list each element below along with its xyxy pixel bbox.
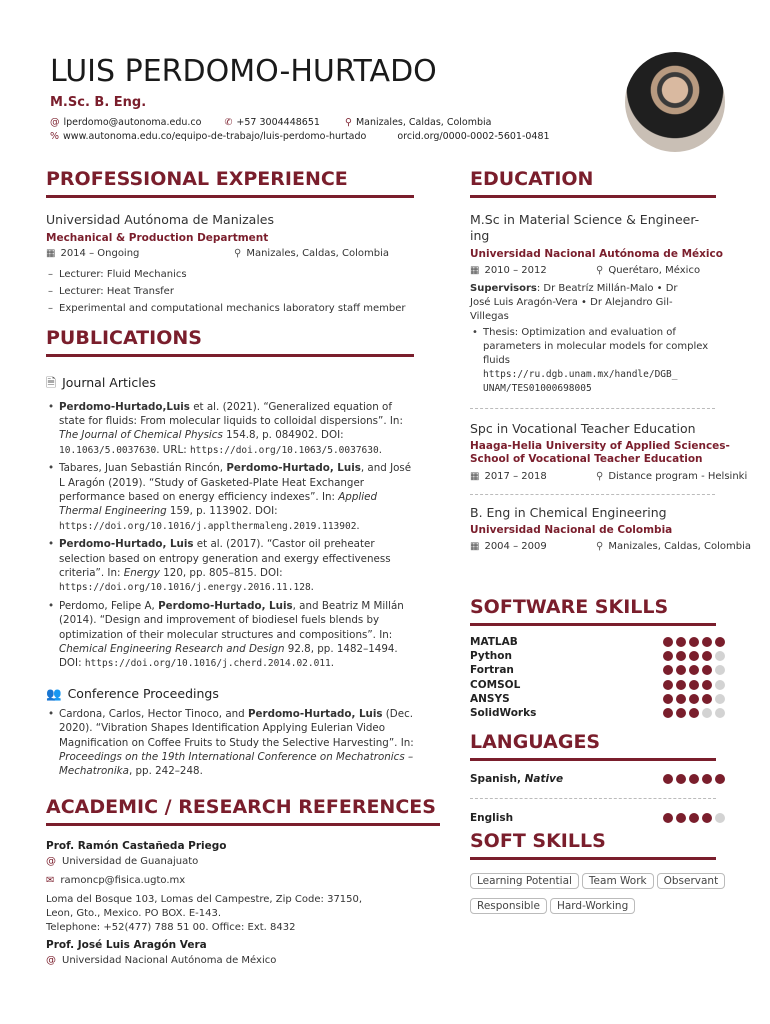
map-pin-icon: ⚲ bbox=[344, 117, 352, 128]
skill-tag: Observant bbox=[657, 873, 726, 889]
level-dot-empty bbox=[715, 708, 725, 718]
conference-heading: 👥 Conference Proceedings bbox=[46, 685, 219, 701]
at-icon: @ bbox=[46, 954, 56, 966]
skill-row bbox=[470, 706, 725, 720]
phone-icon: ✆ bbox=[224, 117, 233, 128]
publications-title: PUBLICATIONS bbox=[46, 327, 202, 349]
section-rule bbox=[46, 823, 440, 826]
section-rule bbox=[46, 354, 414, 357]
skill-name: SolidWorks bbox=[470, 707, 537, 720]
email-link[interactable]: lperdomo@autonoma.edu.co bbox=[63, 117, 202, 128]
skill-name: Python bbox=[470, 649, 512, 662]
level-dot-filled bbox=[702, 813, 712, 823]
at-icon: @ bbox=[46, 855, 56, 867]
section-rule bbox=[470, 758, 716, 761]
reference-name: Prof. José Luis Aragón Vera bbox=[46, 938, 207, 951]
section-rule bbox=[470, 623, 716, 626]
experience-section bbox=[46, 168, 414, 317]
level-dot-filled bbox=[676, 680, 686, 690]
calendar-icon: ▦ bbox=[470, 470, 480, 482]
level-dot-filled bbox=[663, 813, 673, 823]
calendar-icon: ▦ bbox=[46, 247, 56, 259]
profile-photo bbox=[625, 52, 725, 152]
experience-dept: Mechanical & Production Department bbox=[46, 231, 269, 244]
skill-name: ANSYS bbox=[470, 692, 510, 705]
divider bbox=[470, 798, 716, 799]
education-meta-3: ▦ 2004 – 2009 ⚲ Manizales, Caldas, Colombia bbox=[470, 540, 751, 552]
level-dot-filled bbox=[676, 651, 686, 661]
list-item: • Thesis: Optimization and evaluation of parameters in molecular models for complex fluids https://ru.dgb.unam.mx/handle/DGB_ UNAM/TES01000698005 bbox=[470, 326, 722, 396]
level-dot-empty bbox=[715, 813, 725, 823]
supervisors: Supervisors: Dr Beatríz Millán-Malo • Dr José Luis Aragón-Vera • Dr Alejandro Gil- Villegas bbox=[470, 282, 678, 322]
map-pin-icon: ⚲ bbox=[596, 470, 604, 482]
level-dot-filled bbox=[689, 813, 699, 823]
software-section bbox=[470, 596, 725, 720]
skill-level bbox=[663, 680, 725, 690]
skill-name: MATLAB bbox=[470, 635, 518, 648]
level-dot-filled bbox=[663, 774, 673, 784]
contact-row-2 bbox=[50, 131, 550, 142]
map-pin-icon: ⚲ bbox=[596, 264, 604, 276]
language-name: Spanish, Native bbox=[470, 772, 564, 785]
list-item: – Experimental and computational mechanics laboratory staff member bbox=[46, 300, 414, 317]
list-item: • Perdomo-Hurtado,Luis et al. (2021). “Generalized equation of state for fluids: From molecular liquids to colloidal dispersions”. In: The Journal of Chemical Physics 154.8, p. 084902. DOI: 10.1063/5.0037630. URL: https://doi.org/10.1063/5.0037630. bbox=[46, 400, 414, 459]
level-dot-filled bbox=[702, 665, 712, 675]
education-degree-2: Spc in Vocational Teacher Education bbox=[470, 420, 696, 436]
location-text: Manizales, Caldas, Colombia bbox=[355, 117, 492, 128]
at-icon: @ bbox=[50, 117, 60, 128]
education-degree-3: B. Eng in Chemical Engineering bbox=[470, 504, 667, 520]
website-link[interactable]: www.autonoma.edu.co/equipo-de-trabajo/luis-perdomo-hurtado bbox=[63, 131, 367, 142]
skill-list bbox=[470, 635, 725, 721]
level-dot-filled bbox=[689, 665, 699, 675]
skill-row bbox=[470, 692, 725, 706]
level-dot-filled bbox=[676, 774, 686, 784]
level-dot-filled bbox=[715, 774, 725, 784]
level-dot-empty bbox=[715, 694, 725, 704]
list-item: – Lecturer: Fluid Mechanics bbox=[46, 266, 414, 283]
doi-link[interactable]: https://doi.org/10.1016/j.energy.2016.11.128 bbox=[59, 582, 311, 594]
level-dot-filled bbox=[715, 637, 725, 647]
divider bbox=[470, 494, 715, 495]
skill-row bbox=[470, 663, 725, 677]
calendar-icon: ▦ bbox=[470, 540, 480, 552]
level-dot-filled bbox=[663, 680, 673, 690]
experience-meta bbox=[46, 248, 414, 259]
skill-level bbox=[663, 651, 725, 661]
level-dot-filled bbox=[676, 708, 686, 718]
map-pin-icon: ⚲ bbox=[234, 247, 242, 259]
level-dot-filled bbox=[689, 774, 699, 784]
reference-name: Prof. Ramón Castañeda Priego bbox=[46, 839, 227, 852]
education-title: EDUCATION bbox=[470, 168, 594, 190]
list-item: • Perdomo, Felipe A, Perdomo-Hurtado, Luis, and Beatriz M Millán (2014). “Design and improvement of biodiesel fuels blends by optimization of their molecular structures and compositions”. In: Chemical Engineering Research and Design 92.8, pp. 1482–1494. DOI: https://doi.org/10.1016/j.cherd.2014.02.011. bbox=[46, 599, 414, 672]
calendar-icon: ▦ bbox=[470, 264, 480, 276]
reference-org: @ Universidad de Guanajuato bbox=[46, 855, 199, 867]
people-icon: 👥 bbox=[46, 685, 62, 701]
education-meta-1: ▦ 2010 – 2012 ⚲ Querétaro, México bbox=[470, 264, 701, 276]
software-title: SOFTWARE SKILLS bbox=[470, 596, 669, 618]
link-icon: % bbox=[50, 131, 60, 142]
reference-address-2: Leon, Gto., Mexico. PO BOX. E-143. bbox=[46, 907, 222, 919]
education-school-1: Universidad Nacional Autónoma de México bbox=[470, 247, 723, 260]
level-dot-filled bbox=[689, 637, 699, 647]
level-dot-filled bbox=[689, 680, 699, 690]
thesis-list bbox=[470, 326, 722, 396]
level-dot-filled bbox=[676, 694, 686, 704]
skill-name: COMSOL bbox=[470, 678, 521, 691]
doi-link[interactable]: https://doi.org/10.1016/j.applthermaleng.2019.113902 bbox=[59, 520, 357, 532]
level-dot-filled bbox=[676, 813, 686, 823]
skill-level bbox=[663, 637, 725, 647]
list-item: – Lecturer: Heat Transfer bbox=[46, 283, 414, 300]
reference-org: @ Universidad Nacional Autónoma de México bbox=[46, 954, 277, 966]
level-dot-empty bbox=[715, 665, 725, 675]
experience-list bbox=[46, 266, 414, 317]
languages-section bbox=[470, 731, 725, 825]
section-rule bbox=[46, 195, 414, 198]
soft-skills-title: SOFT SKILLS bbox=[470, 830, 606, 852]
experience-place: Manizales, Caldas, Colombia bbox=[246, 247, 389, 259]
list-item: • Cardona, Carlos, Hector Tinoco, and Perdomo-Hurtado, Luis (Dec. 2020). “Vibration Shapes Identification Applying Eulerian Video Magnification on Coffee Fruits to Study the Selective Harvesting”. In: Proceedings on the 19th International Conference on Mechatronics – Mechatronika, pp. 242–248. bbox=[46, 707, 414, 779]
skill-level bbox=[663, 665, 725, 675]
skill-name: Fortran bbox=[470, 664, 514, 677]
skill-row bbox=[470, 677, 725, 691]
level-dot-filled bbox=[689, 651, 699, 661]
journal-list bbox=[46, 400, 414, 672]
level-dot-filled bbox=[663, 637, 673, 647]
list-item: • Tabares, Juan Sebastián Rincón, Perdomo-Hurtado, Luis, and José L Aragón (2019). “Study of Gasketed-Plate Heat Exchanger performance based on energy efficiency indexes”. In: Applied Thermal Engineering 159, p. 113902. DOI: https://doi.org/10.1016/j.applthermaleng.2019.113902. bbox=[46, 461, 414, 534]
thesis-link[interactable]: UNAM/TES01000698005 bbox=[483, 382, 592, 394]
references-section bbox=[46, 796, 440, 968]
orcid-link[interactable]: orcid.org/0000-0002-5601-0481 bbox=[397, 131, 550, 142]
doi-link[interactable]: https://doi.org/10.1016/j.cherd.2014.02.011 bbox=[84, 658, 331, 670]
tag-list bbox=[470, 869, 760, 919]
skill-tag: Hard-Working bbox=[550, 898, 635, 914]
level-dot-empty bbox=[702, 708, 712, 718]
language-row bbox=[470, 811, 725, 825]
divider bbox=[470, 408, 715, 409]
publications-section bbox=[46, 327, 414, 779]
level-dot-filled bbox=[702, 637, 712, 647]
references-title: ACADEMIC / RESEARCH REFERENCES bbox=[46, 796, 436, 818]
education-section bbox=[470, 168, 753, 552]
reference-address-1: Loma del Bosque 103, Lomas del Campestre, Zip Code: 37150, bbox=[46, 893, 363, 905]
envelope-icon: ✉ bbox=[46, 874, 55, 886]
skill-tag: Team Work bbox=[582, 873, 654, 889]
candidate-name: LUIS PERDOMO-HURTADO bbox=[50, 54, 437, 89]
language-name: English bbox=[470, 811, 514, 824]
level-dot-filled bbox=[663, 651, 673, 661]
language-row bbox=[470, 772, 725, 786]
level-dot-filled bbox=[702, 651, 712, 661]
level-dot-filled bbox=[663, 708, 673, 718]
reference-telephone: Telephone: +52(477) 788 51 00. Office: Ext. 8432 bbox=[46, 921, 296, 933]
skill-level bbox=[663, 694, 725, 704]
conference-list bbox=[46, 707, 414, 779]
experience-org: Universidad Autónoma de Manizales bbox=[46, 211, 274, 227]
level-dot-filled bbox=[676, 665, 686, 675]
level-dot-filled bbox=[702, 694, 712, 704]
section-rule bbox=[470, 195, 716, 198]
level-dot-empty bbox=[715, 680, 725, 690]
experience-title: PROFESSIONAL EXPERIENCE bbox=[46, 168, 348, 190]
level-dot-filled bbox=[702, 680, 712, 690]
languages-title: LANGUAGES bbox=[470, 731, 601, 753]
skill-tag: Responsible bbox=[470, 898, 547, 914]
level-dot-filled bbox=[689, 708, 699, 718]
level-dot-filled bbox=[702, 774, 712, 784]
degree-line: M.Sc. B. Eng. bbox=[50, 95, 147, 110]
skill-row bbox=[470, 635, 725, 649]
document-icon: 🗎 bbox=[46, 374, 57, 390]
skill-level bbox=[663, 708, 725, 718]
education-degree-1: M.Sc in Material Science & Engineer- ing bbox=[470, 211, 700, 243]
language-level bbox=[663, 813, 725, 823]
phone-text[interactable]: +57 3004448651 bbox=[236, 117, 320, 128]
education-meta-2: ▦ 2017 – 2018 ⚲ Distance program - Helsinki bbox=[470, 470, 748, 482]
skill-row bbox=[470, 649, 725, 663]
doi-link[interactable]: https://doi.org/10.1063/5.0037630 bbox=[189, 444, 379, 456]
level-dot-filled bbox=[663, 665, 673, 675]
reference-email[interactable]: ✉ ramoncp@fisica.ugto.mx bbox=[46, 874, 186, 886]
language-level bbox=[663, 774, 725, 784]
list-item: • Perdomo-Hurtado, Luis et al. (2017). “Castor oil preheater selection based on entropy generation and exergy effectiveness criteria”. In: Energy 120, pp. 805–815. DOI: https://doi.org/10.1016/j.energy.2016.11.128. bbox=[46, 537, 414, 596]
section-rule bbox=[470, 857, 716, 860]
education-school-2: Haaga-Helia University of Applied Sciences- School of Vocational Teacher Education bbox=[470, 439, 730, 465]
level-dot-filled bbox=[676, 637, 686, 647]
contact-row-1 bbox=[50, 117, 491, 128]
level-dot-filled bbox=[663, 694, 673, 704]
experience-dates: 2014 – Ongoing bbox=[60, 247, 140, 259]
map-pin-icon: ⚲ bbox=[596, 540, 604, 552]
education-school-3: Universidad Nacional de Colombia bbox=[470, 523, 673, 536]
level-dot-empty bbox=[715, 651, 725, 661]
level-dot-filled bbox=[689, 694, 699, 704]
journal-heading: 🗎 Journal Articles bbox=[46, 374, 156, 390]
thesis-link[interactable]: https://ru.dgb.unam.mx/handle/DGB_ bbox=[483, 368, 678, 380]
skill-tag: Learning Potential bbox=[470, 873, 579, 889]
soft-skills-section bbox=[470, 830, 760, 919]
